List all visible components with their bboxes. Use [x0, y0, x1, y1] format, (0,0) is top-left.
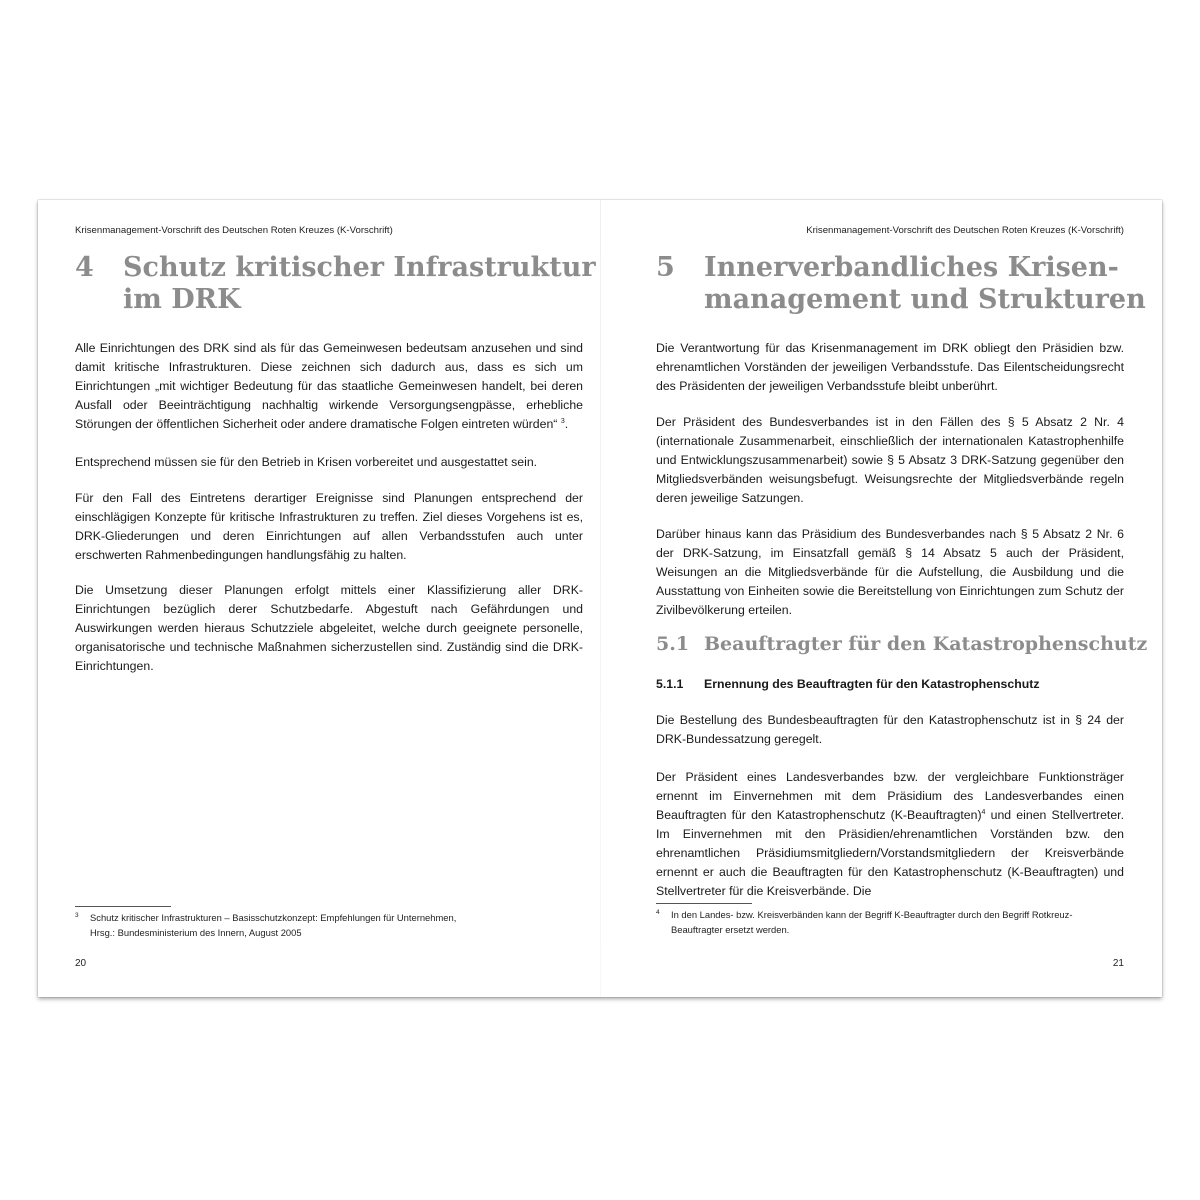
paragraph: Die Umsetzung dieser Planungen erfolgt mittels einer Klassifizierung aller DRK-Einrichtungen bezüglich derer Schutzbedarfe. Abgestuft nach Gefährdungen und Auswirkungen werden hieraus Schutzziele abgeleitet, welche durch geeignete personelle, organisatorische und technische Maßnahmen sicherzustellen sind. Zuständig sind die DRK-Einrichtungen. — [75, 583, 583, 673]
footnote — [656, 907, 1124, 937]
paragraph: Entsprechend müssen sie für den Betrieb in Krisen vorbereitet und ausgestattet sein. — [75, 455, 538, 469]
footnote-mark: 4 — [656, 909, 660, 916]
paragraph-text: Der Präsident eines Landesverbandes bzw. der vergleichbare Funktionsträger ernennt im Einvernehmen mit dem Präsidium des Landesverbandes einen Beauftragten für den Katastrophenschutz (K-Beauftragten) — [656, 770, 1124, 822]
paragraph: Die Bestellung des Bundesbeauftragten für den Katastrophenschutz ist in § 24 der DRK-Bundessatzung geregelt. — [656, 713, 1124, 746]
footnote-line: In den Landes- bzw. Kreisverbänden kann der Begriff K-Beauftragter durch den Begriff Rotkreuz- — [671, 909, 1073, 920]
chapter-title — [123, 252, 596, 316]
chapter-heading — [75, 252, 596, 322]
paragraph-text: Alle Einrichtungen des DRK sind als für das Gemeinwesen bedeutsam anzusehen und sind damit kritische Infrastrukturen. Diese zeichnen sich dadurch aus, dass es sich um Einrichtungen „mit wichtiger Bedeutung für das staatliche Gemeinwesen handelt, bei deren Ausfall oder Beeinträchtigung nachhaltig wirkende Versorgungsengpässe, erhebliche Störungen der öffentlichen Sicherheit oder andere dramatische Folgen eintreten würden“ — [75, 341, 583, 431]
subsection-title: Ernennung des Beauftragten für den Katastrophenschutz — [704, 677, 1040, 691]
chapter-title-line: Innerverbandliches Krisen- — [704, 252, 1119, 283]
footnote-line: Beauftragter ersetzt werden. — [671, 924, 790, 935]
section-heading — [656, 632, 1148, 656]
footnote-text — [75, 910, 583, 940]
running-head: Krisenmanagement-Vorschrift des Deutschen Roten Kreuzes (K-Vorschrift) — [75, 225, 393, 236]
paragraph: Der Präsident des Bundesverbandes ist in den Fällen des § 5 Absatz 2 Nr. 4 (internationale Zusammenarbeit, einschließlich der internationalen Katastrophenhilfe und Entwicklungszusammenarbeit) sowie § 5 Absatz 3 DRK-Satzung gegenüber den Mitgliedsverbänden weisungsbefugt. Weisungsrechte der Mitgliedsverbände regeln deren jeweilige Satzungen. — [656, 415, 1124, 505]
chapter-title-line: management und Strukturen — [704, 284, 1146, 315]
book-spread — [38, 200, 1162, 997]
footnote-text — [656, 907, 1124, 937]
footnote — [75, 910, 583, 940]
subsection-number: 5.1.1 — [656, 677, 684, 691]
footnote-line: Schutz kritischer Infrastrukturen – Basisschutzkonzept: Empfehlungen für Unternehmen, — [90, 912, 457, 923]
running-head: Krisenmanagement-Vorschrift des Deutschen Roten Kreuzes (K-Vorschrift) — [806, 225, 1124, 236]
chapter-title — [704, 252, 1146, 316]
right-page — [656, 200, 1148, 997]
chapter-title-line: Schutz kritischer Infrastruktur — [123, 252, 596, 283]
page-number: 20 — [75, 958, 87, 969]
section-title: Beauftragter für den Katastrophenschutz — [704, 633, 1148, 655]
chapter-number: 5 — [656, 252, 675, 283]
paragraph — [656, 768, 1124, 901]
footnote-line: Hrsg.: Bundesministerium des Innern, August 2005 — [90, 927, 302, 938]
footnote-reference: 3 — [560, 417, 565, 425]
book-gutter — [600, 200, 601, 997]
paragraph-text: und einen Stellvertreter. Im Einvernehmen mit den Präsidien/ehrenamtlichen Vorständen bzw. den ehrenamtlichen Präsidiumsmitgliedern/Vorstandsmitgliedern der Kreisverbände ernennt er auch die Beauftragten für den Katastrophenschutz (K-Beauftragten) und Stellvertreter für die Kreisverbände. Die — [656, 808, 1124, 898]
page-number: 21 — [1112, 958, 1124, 969]
chapter-number: 4 — [75, 252, 94, 283]
left-page — [75, 200, 596, 997]
footnote-rule — [75, 906, 171, 907]
paragraph — [75, 339, 583, 434]
paragraph: Für den Fall des Eintretens derartiger Ereignisse sind Planungen entsprechend der einschlägigen Konzepte für kritische Infrastrukturen zu treffen. Ziel dieses Vorgehens ist es, DRK-Gliederungen und deren Einrichtungen auf allen Verbandsstufen auch unter erschwerten Rahmenbedingungen handlungsfähig zu halten. — [75, 491, 583, 562]
chapter-title-line: im DRK — [123, 284, 241, 315]
footnote-rule — [656, 903, 752, 904]
subsection-heading — [656, 675, 1124, 694]
chapter-heading — [656, 252, 1146, 322]
footnote-reference: 4 — [981, 808, 986, 816]
paragraph: Darüber hinaus kann das Präsidium des Bundesverbandes nach § 5 Absatz 2 Nr. 6 der DRK-Satzung, im Einsatzfall gemäß § 14 Absatz 5 auch der Präsident, Weisungen an die Mitgliedsverbände für die Aufstellung, die Ausbildung und die Ausstattung von Einheiten sowie die Bereitstellung von Einrichtungen zum Schutz der Zivilbevölkerung erteilen. — [656, 527, 1124, 617]
paragraph: Die Verantwortung für das Krisenmanagement im DRK obliegt den Präsidien bzw. ehrenamtlichen Vorständen der jeweiligen Verbandsstufe. Das Eilentscheidungsrecht des Präsidenten der jeweiligen Verbandsstufe bleibt unberührt. — [656, 341, 1124, 393]
footnote-mark: 3 — [75, 912, 79, 919]
paragraph-end: . — [564, 417, 569, 431]
section-number: 5.1 — [656, 633, 690, 655]
